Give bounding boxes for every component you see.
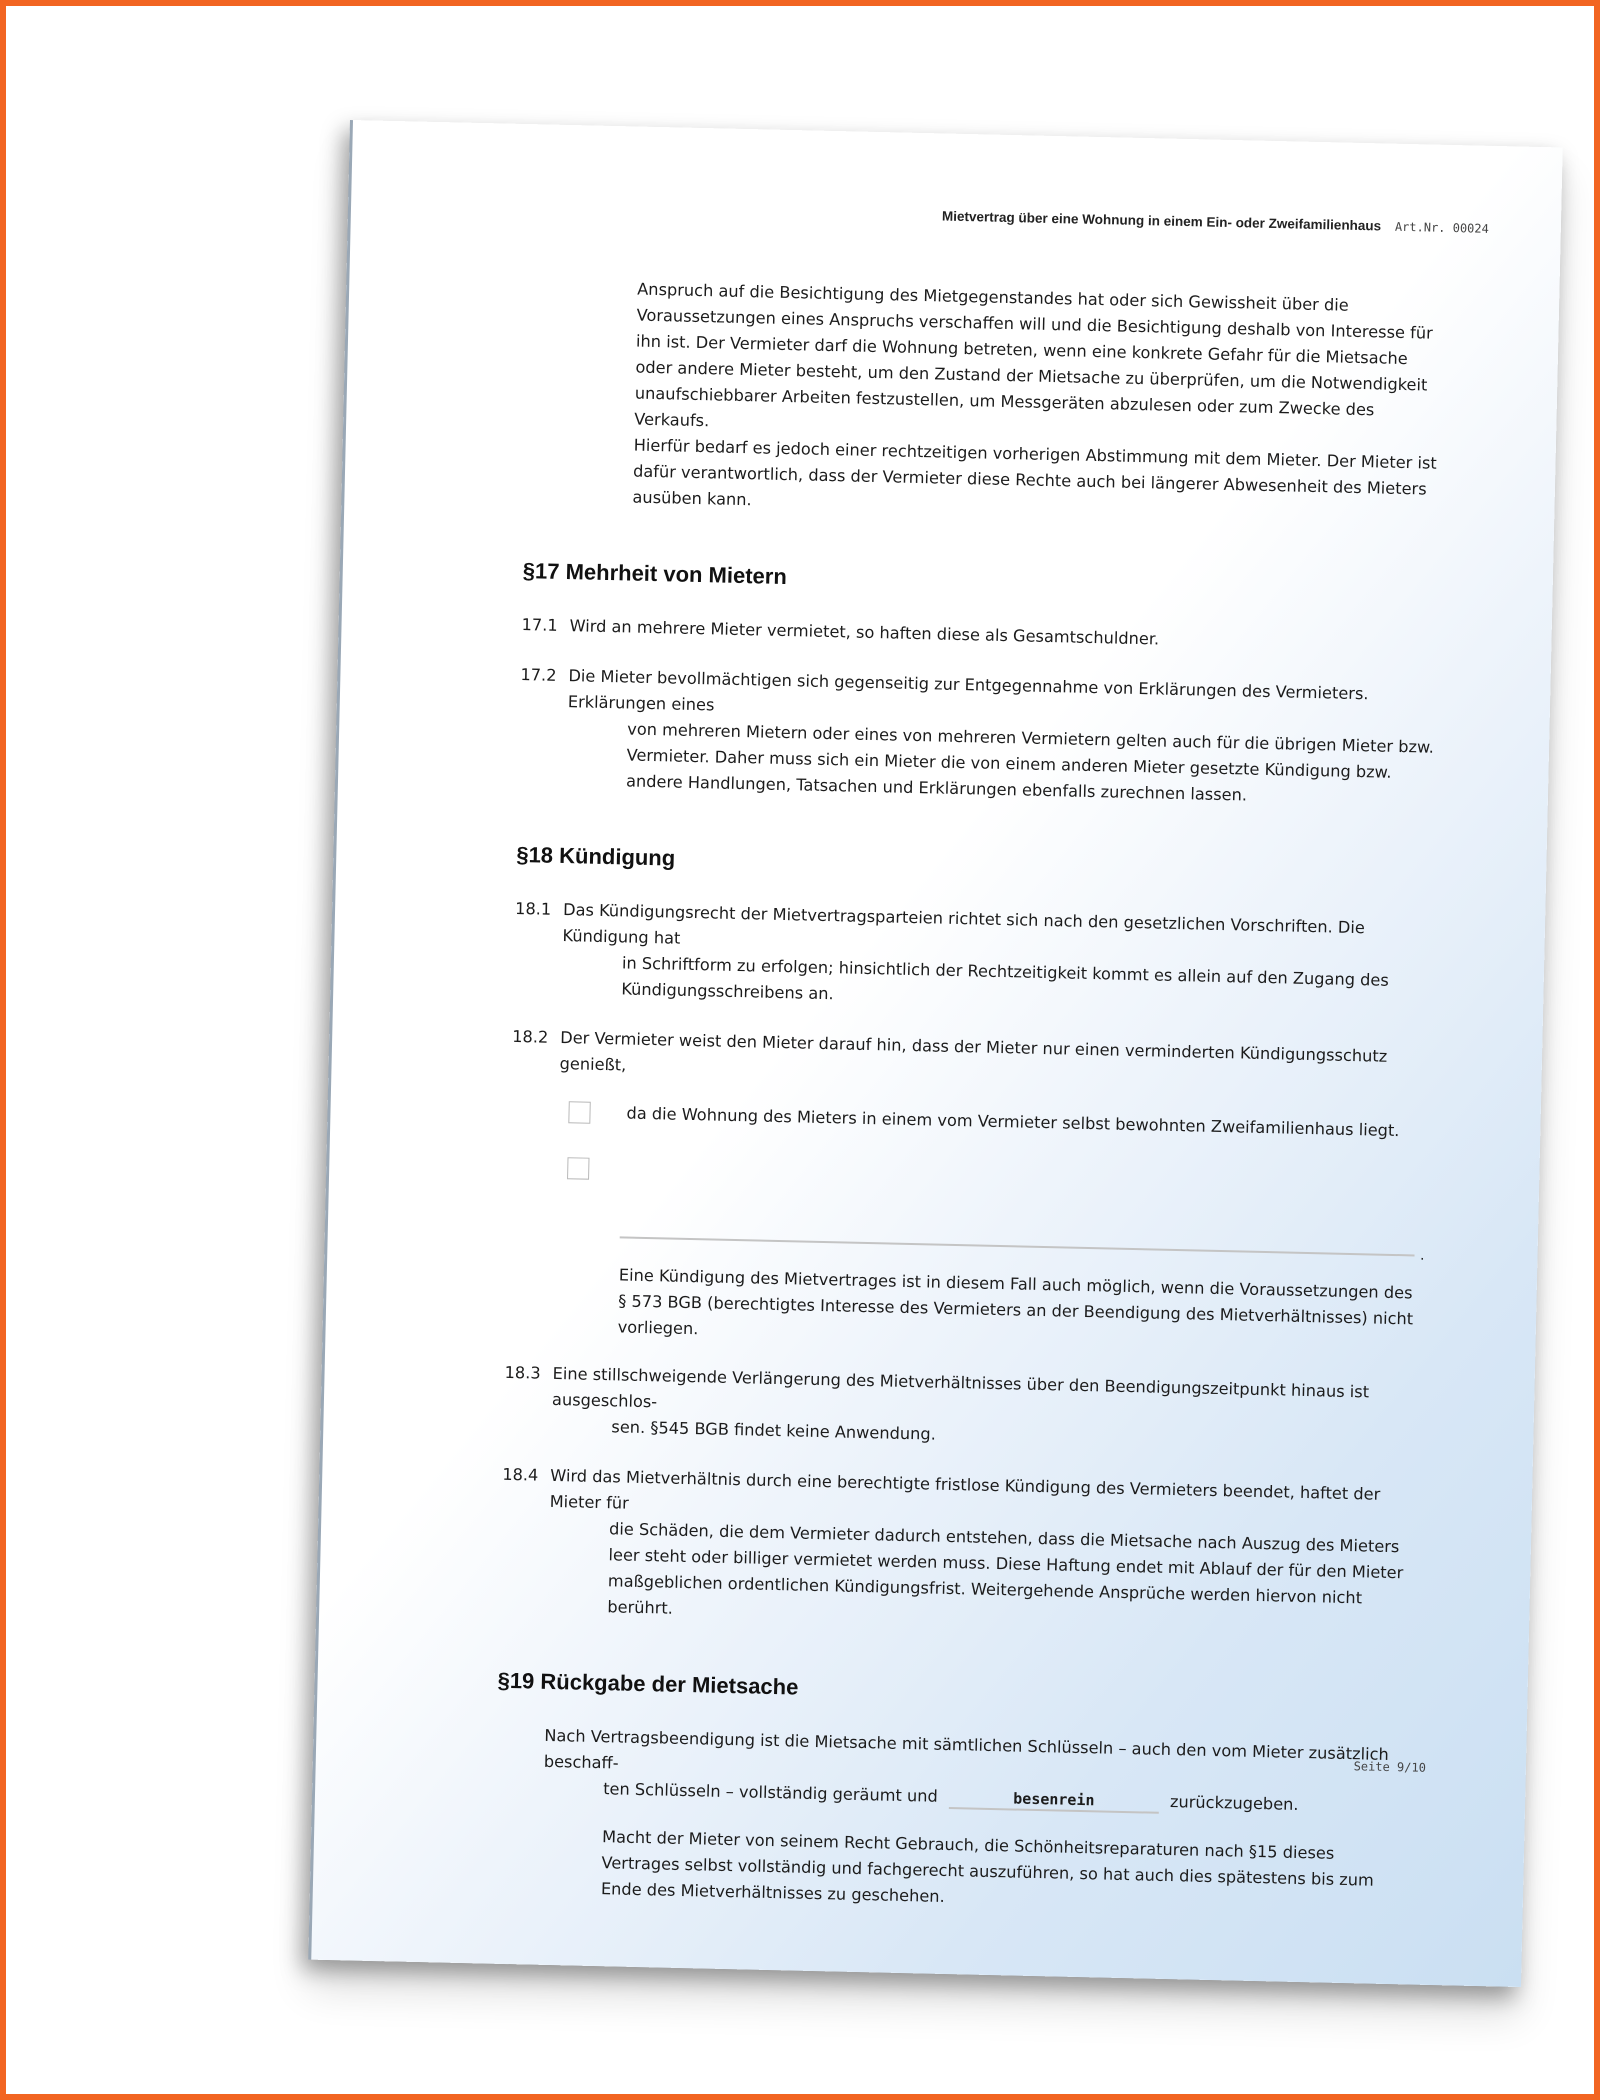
section-17-heading: §17 Mehrheit von Mietern xyxy=(522,558,788,590)
clause-17-2 xyxy=(518,662,1436,813)
clause-number: 18.3 xyxy=(504,1362,541,1383)
clause-18-3 xyxy=(503,1360,1420,1459)
section-19-paragraph-2: Macht der Mieter von seinem Recht Gebrauch, die Schönheitsreparaturen nach §15 dieses Vertrages selbst vollständig und fachgerecht auszuführen, so hat auch dies spätestens bis zum Ende des Mietverhältnisses zu geschehen. xyxy=(600,1827,1375,1906)
option-2-fill-in-line[interactable] xyxy=(620,1226,1425,1264)
clause-18-2 xyxy=(511,1024,1427,1097)
clause-text: Wird an mehrere Mieter vermietet, so haften diese als Gesamtschuldner. xyxy=(569,616,1160,649)
clause-18-1 xyxy=(513,896,1430,1021)
fill-line-end-dot: . xyxy=(1419,1247,1425,1264)
document-body xyxy=(493,274,1445,1920)
option-1-label: da die Wohnung des Mieters in einem vom Vermieter selbst bewohnten Zweifamilienhaus liegt. xyxy=(626,1103,1400,1141)
condition-fill-field[interactable]: besenrein xyxy=(949,1787,1159,1814)
page-number: Seite 9/10 xyxy=(1353,1759,1427,1775)
section-19-text: Nach Vertragsbeendigung ist die Mietsache mit sämtlichen Schlüsseln – auch den vom Mieter zusätzlich beschaff- xyxy=(543,1725,1389,1773)
intro-paragraph-2: Hierfür bedarf es jedoch einer rechtzeitigen vorherigen Abstimmung mit dem Mieter. Der Mieter ist dafür verantwortlich, dass der Vermieter diese Rechte auch bei längerer Abwesenheit des Mieters ausüben kann. xyxy=(632,435,1437,510)
clause-text: Der Vermieter weist den Mieter darauf hin, dass der Mieter nur einen verminderten Kündigungsschutz genießt, xyxy=(559,1028,1388,1075)
section-19-paragraph-1 xyxy=(495,1722,1412,1821)
section-19-heading: §19 Rückgabe der Mietsache xyxy=(497,1667,799,1700)
clause-number: 18.4 xyxy=(502,1464,539,1485)
clause-number: 17.1 xyxy=(521,615,558,635)
clause-text: Eine stillschweigende Verlängerung des Mietverhältnisses über den Beendigungszeitpunkt hinaus ist ausgeschlos- xyxy=(551,1363,1370,1412)
section-18-heading: §18 Kündigung xyxy=(516,841,676,871)
section-19-text-part-a: ten Schlüsseln – vollständig geräumt und xyxy=(602,1779,938,1806)
document-page xyxy=(308,120,1562,1987)
option-2-checkbox[interactable] xyxy=(567,1157,589,1179)
page-header xyxy=(942,208,1489,235)
clause-text-continued: die Schäden, die dem Vermieter dadurch entstehen, dass die Mietsache nach Auszug des Mieters leer steht oder billiger vermietet werden muss. Diese Haftung endet mit Ablauf der für den Mieter maßgeblichen ordentlichen Kündigungsfrist. Weitergehende Ansprüche werden hiervon nicht berührt. xyxy=(607,1519,1404,1618)
clause-18-2-note: Eine Kündigung des Mietvertrages ist in diesem Fall auch möglich, wenn die Voraussetzungen des § 573 BGB (berechtigtes Interesse des Vermieters an der Beendigung des Mietverhältnisses) nicht vorliegen. xyxy=(617,1265,1414,1339)
clause-text-continued: sen. §545 BGB findet keine Anwendung. xyxy=(611,1417,937,1444)
option-row-2 xyxy=(567,1147,1425,1208)
option-row-1 xyxy=(568,1091,1426,1152)
clause-text: Wird das Mietverhältnis durch eine berechtigte fristlose Kündigung des Vermieters beendet, haftet der Mieter für xyxy=(549,1465,1381,1513)
article-number: Art.Nr. 00024 xyxy=(1394,219,1489,236)
clause-number: 17.2 xyxy=(520,665,557,685)
section-19-text-part-b: zurückzugeben. xyxy=(1169,1792,1299,1814)
clause-number: 18.1 xyxy=(514,898,552,919)
clause-17-1 xyxy=(521,612,1436,659)
clause-number: 18.2 xyxy=(512,1026,549,1047)
clause-text-continued: in Schriftform zu erfolgen; hinsichtlich der Rechtzeitigkeit kommt es allein auf den Zugang des Kündigungsschreibens an. xyxy=(621,953,1390,1004)
clause-text-continued: von mehreren Mietern oder eines von mehreren Vermietern gelten auch für die übrigen Mieter bzw. Vermieter. Daher muss sich ein Mieter die von einem anderen Mieter gesetzte Kündigung bzw. andere Handlungen, Tatsachen und Erklärungen ebenfalls zurechnen lassen. xyxy=(625,719,1435,805)
option-1-checkbox[interactable] xyxy=(568,1101,590,1123)
intro-paragraph-1: Anspruch auf die Besichtigung des Mietgegenstandes hat oder sich Gewissheit über die Voraussetzungen eines Anspruchs verschaffen will und die Besichtigung deshalb von Interesse für ihn ist. Der Vermieter darf die Wohnung betreten, wenn eine konkrete Gefahr für die Mietsache oder andere Mieter besteht, um den Zustand der Mietsache zu überprüfen, um die Notwendigkeit unaufschiebbarer Arbeiten festzustellen, um Messgeräten abzulesen oder zum Zwecke des Verkaufs. xyxy=(634,279,1433,431)
clause-text: Die Mieter bevollmächtigen sich gegenseitig zur Entgegennahme von Erklärungen des Vermieters. Erklärungen eines xyxy=(567,666,1369,715)
clause-18-4 xyxy=(499,1462,1417,1639)
clause-text: Das Kündigungsrecht der Mietvertragsparteien richtet sich nach den gesetzlichen Vorschriften. Die Kündigung hat xyxy=(562,900,1366,948)
document-title: Mietvertrag über eine Wohnung in einem Ein- oder Zweifamilienhaus xyxy=(941,208,1382,234)
